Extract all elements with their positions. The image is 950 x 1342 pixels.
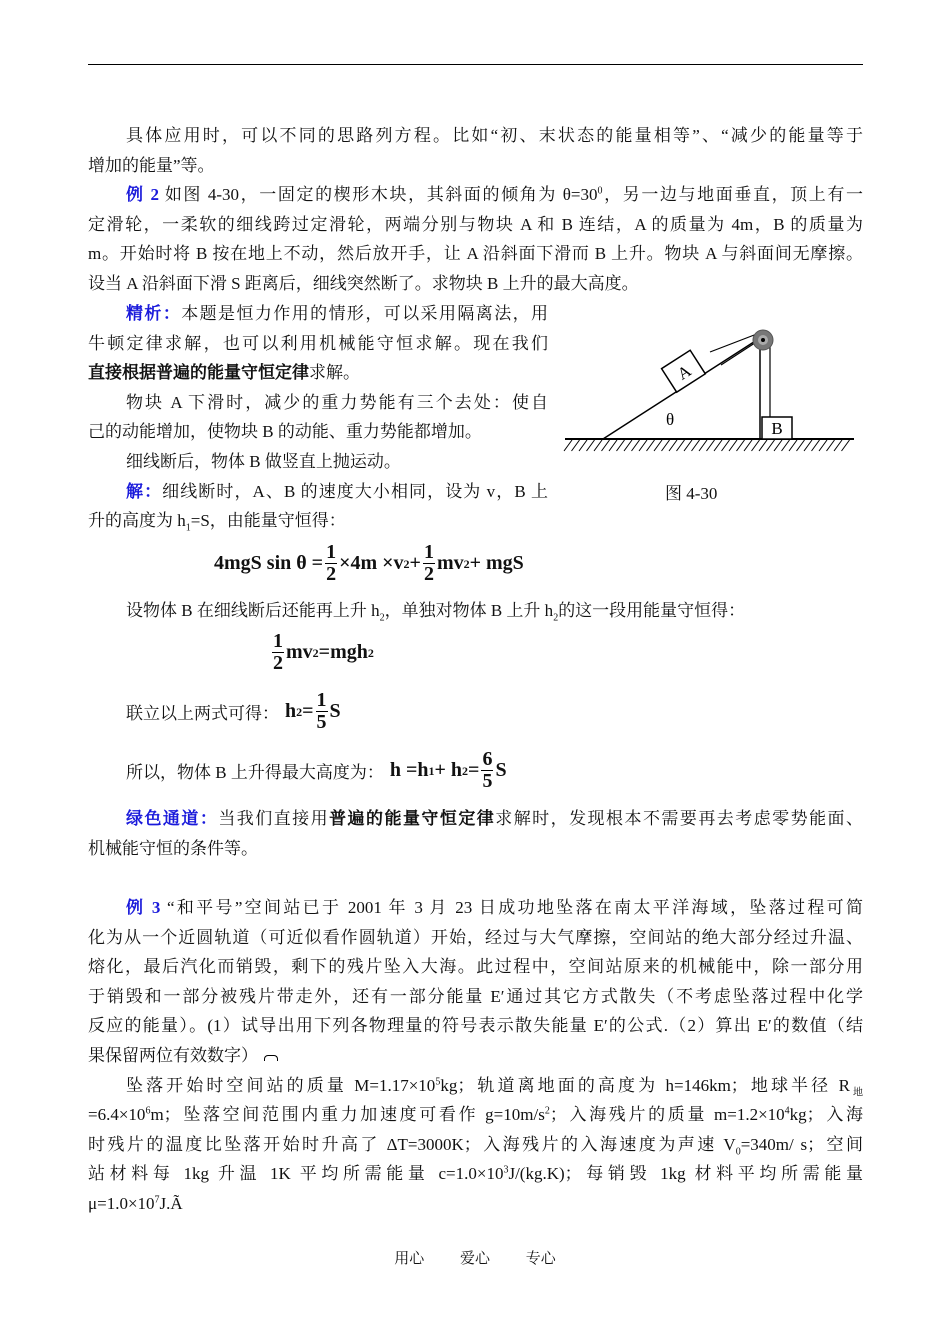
text: J/(kg.K)；每销毁 1kg 材料平均所需能量 xyxy=(508,1164,863,1184)
hatch-mark xyxy=(714,440,722,451)
text: =S，由能量守恒得： xyxy=(190,511,346,531)
example-2 xyxy=(88,180,863,298)
block-a xyxy=(662,350,706,392)
text: 时残片的温度比坠落开始时升高了 ΔT=3000K；入海残片的入海速度为声速 V xyxy=(88,1134,736,1154)
solution-label: 解： xyxy=(126,481,163,501)
text: ，另一边与地面垂直，顶上有一 xyxy=(602,185,863,204)
superscript: 4 xyxy=(784,1105,790,1117)
text: 升的高度为 h xyxy=(88,511,186,531)
bold-text: 直接根据普遍的能量守恒定律 xyxy=(88,363,309,383)
equation-2: $\frac{1}{2}$ mv 2 =mgh 2 xyxy=(273,630,374,674)
text: 本题是恒力作用的情形，可以采用隔离法，用 xyxy=(181,304,548,323)
text-line xyxy=(88,1159,863,1189)
figure-caption: 图 4-30 xyxy=(665,484,718,503)
label-b: B xyxy=(771,419,783,438)
text-line: 物块 A 下滑时，减少的重力势能有三个去处：使自 xyxy=(126,392,548,412)
example-label: 例 2 xyxy=(126,185,159,204)
text-line xyxy=(88,477,548,507)
hatch-mark xyxy=(632,440,640,451)
eq-term: + h xyxy=(434,759,463,781)
incline-pulley-diagram xyxy=(560,320,860,460)
denominator: 2 xyxy=(423,563,434,585)
analysis-label: 精析： xyxy=(126,304,182,323)
green-channel-label: 绿色通道： xyxy=(126,809,219,828)
hatch-mark xyxy=(669,440,677,451)
denominator: 5 xyxy=(316,711,327,733)
eq-term: h xyxy=(285,700,297,722)
fraction xyxy=(272,631,284,674)
superscript: 3 xyxy=(503,1164,509,1176)
hatch-mark xyxy=(759,440,767,451)
example-label: 例 3 xyxy=(126,898,161,917)
text: kg；轨道离地面的高度为 h=146km；地球半径 R xyxy=(440,1075,850,1095)
fraction xyxy=(316,690,328,733)
superscript: 7 xyxy=(154,1194,160,1206)
header-rule xyxy=(88,64,863,65)
subscript: 2 xyxy=(553,612,559,624)
hatch-mark xyxy=(639,440,647,451)
text-line xyxy=(88,180,863,210)
text-line: m。开始时将 B 按在地上不动，然后放开手，让 A 沿斜面下滑而 B 上升。物块 A 与斜面间无摩擦。 xyxy=(88,244,863,264)
text: 的这一段用能量守恒得： xyxy=(558,601,746,620)
text-line: 化为从一个近圆轨道（可近似看作圆轨道）开始，经过与大气摩擦，空间站的绝大部分经过升温、 xyxy=(88,927,863,947)
superscript: 2 xyxy=(544,1105,550,1117)
subscript: 2 xyxy=(379,612,385,624)
text-line xyxy=(88,893,863,923)
eq-term: S xyxy=(495,759,507,781)
text-line xyxy=(88,299,548,329)
bold-text: 普遍的能量守恒定律 xyxy=(329,809,496,828)
numerator: 1 xyxy=(273,630,283,652)
text: 如图 4-30，一固定的楔形木块，其斜面的倾角为 θ=30 xyxy=(158,185,598,204)
eq-term: 4mgS sin θ = xyxy=(214,552,324,574)
superscript: 5 xyxy=(435,1075,441,1087)
hatch-mark xyxy=(774,440,782,451)
example-3 xyxy=(88,893,863,1219)
text-line xyxy=(88,804,863,834)
superscript: 0 xyxy=(597,185,603,197)
hatch-mark xyxy=(609,440,617,451)
hatch-mark xyxy=(662,440,670,451)
hatch-mark xyxy=(647,440,655,451)
page-footer xyxy=(0,1247,950,1268)
text-line xyxy=(88,1130,863,1160)
text: 求解。 xyxy=(309,363,360,383)
text: 细线断时，A、B 的速度大小相同，设为 v，B 上 xyxy=(162,481,548,501)
numerator: 1 xyxy=(423,541,434,563)
equation-3-line: 联立以上两式可得： h 2 = $\frac{1}{5}$ S xyxy=(126,689,341,733)
text-line xyxy=(88,1071,863,1101)
hatch-mark xyxy=(804,440,812,451)
hatch-mark xyxy=(752,440,760,451)
eq-term: = xyxy=(302,700,314,722)
text-line: 细线断后，物体 B 做竖直上抛运动。 xyxy=(126,451,401,471)
hatch-mark xyxy=(767,440,775,451)
footer-text: 专心 xyxy=(525,1251,556,1267)
text-line: 反应的能量）。(1）试导出用下列各物理量的符号表示散失能量 E′的公式.（2）算出 E′的数值（结 xyxy=(88,1016,863,1036)
hatch-mark xyxy=(677,440,685,451)
superscript: 6 xyxy=(145,1105,151,1117)
eq-term: mv xyxy=(286,641,313,663)
text: m；坠落空间范围内重力加速度可看作 g=10m/s xyxy=(150,1105,545,1125)
hatch-mark xyxy=(797,440,805,451)
hatch-mark xyxy=(594,440,602,451)
fraction xyxy=(481,749,493,792)
text-line xyxy=(88,1189,863,1219)
subscript: 0 xyxy=(735,1146,741,1158)
intro-paragraph xyxy=(88,121,863,180)
numerator: 6 xyxy=(482,748,493,770)
eq-term: S xyxy=(329,700,341,722)
analysis-section xyxy=(88,299,548,536)
text: 坠落开始时空间站的质量 M=1.17×10 xyxy=(126,1075,436,1095)
text-line: 于销毁和一部分被残片带走外，还有一部分能量 E′通过其它方式散失（不考虑坠落过程中化学 xyxy=(88,986,863,1006)
text: 所以，物体 B 上升得最大高度为： xyxy=(126,763,384,782)
paragraph-mark-icon xyxy=(264,1055,278,1061)
hatch-mark xyxy=(579,440,587,451)
hatch-mark xyxy=(744,440,752,451)
fraction xyxy=(325,542,337,585)
hatch-mark xyxy=(692,440,700,451)
footer-text: 爱心 xyxy=(459,1251,490,1267)
hatch-mark xyxy=(617,440,625,451)
hatch-mark xyxy=(572,440,580,451)
angle-label: θ xyxy=(666,410,675,429)
hatch-mark xyxy=(564,440,572,451)
hatch-mark xyxy=(789,440,797,451)
numerator: 1 xyxy=(316,689,327,711)
hatch-mark xyxy=(782,440,790,451)
hatch-mark xyxy=(624,440,632,451)
text-line: 机械能守恒的条件等。 xyxy=(88,838,258,858)
text: 果保留两位有效数字） xyxy=(88,1045,258,1065)
denominator: 5 xyxy=(482,770,493,792)
text: ，单独对物体 B 上升 h xyxy=(384,601,554,620)
hatch-mark xyxy=(587,440,595,451)
text-line xyxy=(88,596,863,626)
text-line: 定滑轮，一柔软的细线跨过定滑轮，两端分别与物块 A 和 B 连结，A 的质量为 4m，B 的质量为 xyxy=(88,214,863,234)
hatch-mark xyxy=(684,440,692,451)
text: 求解时，发现根本不需要再去考虑零势能面、 xyxy=(495,809,863,828)
text-line: 设当 A 沿斜面下滑 S 距离后，细线突然断了。求物块 B 上升的最大高度。 xyxy=(88,273,639,293)
text-line: 增加的能量”等。 xyxy=(88,155,215,175)
eq-term: + mgS xyxy=(469,552,524,574)
text-line-block xyxy=(88,596,863,626)
text-line xyxy=(88,506,548,536)
hatch-mark xyxy=(707,440,715,451)
subscript: 1 xyxy=(185,522,191,534)
hatch-mark xyxy=(602,440,610,451)
text: 联立以上两式可得： xyxy=(126,704,279,723)
text-line: 牛顿定律求解，也可以利用机械能守恒求解。现在我们 xyxy=(88,333,548,353)
hatch-mark xyxy=(819,440,827,451)
subscript: 地 xyxy=(849,1086,863,1098)
text: kg；入海 xyxy=(789,1105,863,1125)
text: 当我们直接用 xyxy=(218,809,330,828)
green-channel-note xyxy=(88,804,863,863)
eq-term: h =h xyxy=(389,759,429,781)
text: ；入海残片的质量 m=1.2×10 xyxy=(549,1105,785,1125)
hatch-mark xyxy=(654,440,662,451)
hatch-mark xyxy=(699,440,707,451)
text-line xyxy=(88,358,548,388)
label-a: A xyxy=(673,361,695,384)
denominator: 2 xyxy=(326,563,337,585)
eq-term: = xyxy=(468,759,480,781)
hatch-mark xyxy=(729,440,737,451)
text: “和平号”空间站已于 2001 年 3 月 23 日成功地坠落在南太平洋海域，坠落过程可简 xyxy=(160,898,863,917)
hatch-mark xyxy=(827,440,835,451)
numerator: 1 xyxy=(326,541,337,563)
text-line xyxy=(88,1100,863,1130)
fraction xyxy=(423,542,435,585)
hatch-mark xyxy=(834,440,842,451)
text-line xyxy=(88,1041,863,1071)
denominator: 2 xyxy=(273,652,283,674)
text: 设物体 B 在细线断后还能再上升 h xyxy=(126,601,380,620)
text-line: 己的动能增加，使物块 B 的动能、重力势能都增加。 xyxy=(88,422,482,442)
footer-text: 用心 xyxy=(394,1251,425,1267)
hatch-mark xyxy=(842,440,850,451)
eq-term: ×4m ×v xyxy=(339,552,404,574)
eq-term: + xyxy=(409,552,421,574)
text: μ=1.0×10 xyxy=(88,1193,155,1213)
eq-term: =mgh xyxy=(318,641,368,663)
eq-term: mv xyxy=(436,552,464,574)
text-line: 熔化，最后汽化而销毁，剩下的残片坠入大海。此过程中，空间站原来的机械能中，除一部分用 xyxy=(88,957,863,977)
equation-4-line: 所以，物体 B 上升得最大高度为： h =h 1 + h 2 = $\frac{6}{5}$ S xyxy=(126,748,507,792)
hatch-mark xyxy=(737,440,745,451)
hatch-mark xyxy=(812,440,820,451)
text: =6.4×10 xyxy=(88,1105,146,1125)
hatch-mark xyxy=(722,440,730,451)
text-line: 具体应用时，可以不同的思路列方程。比如“初、末状态的能量相等”、“减少的能量等于 xyxy=(126,126,863,145)
text: 站材料每 1kg 升温 1K 平均所需能量 c=1.0×10 xyxy=(88,1164,504,1184)
text: =340m/ s；空间 xyxy=(740,1134,863,1154)
text: J.Ã xyxy=(159,1193,183,1213)
equation-1: 4mgS sin θ = $\frac{1}{2}$ ×4m ×v 2 + $\frac{1}{2}$ mv 2 + mgS xyxy=(214,541,524,585)
